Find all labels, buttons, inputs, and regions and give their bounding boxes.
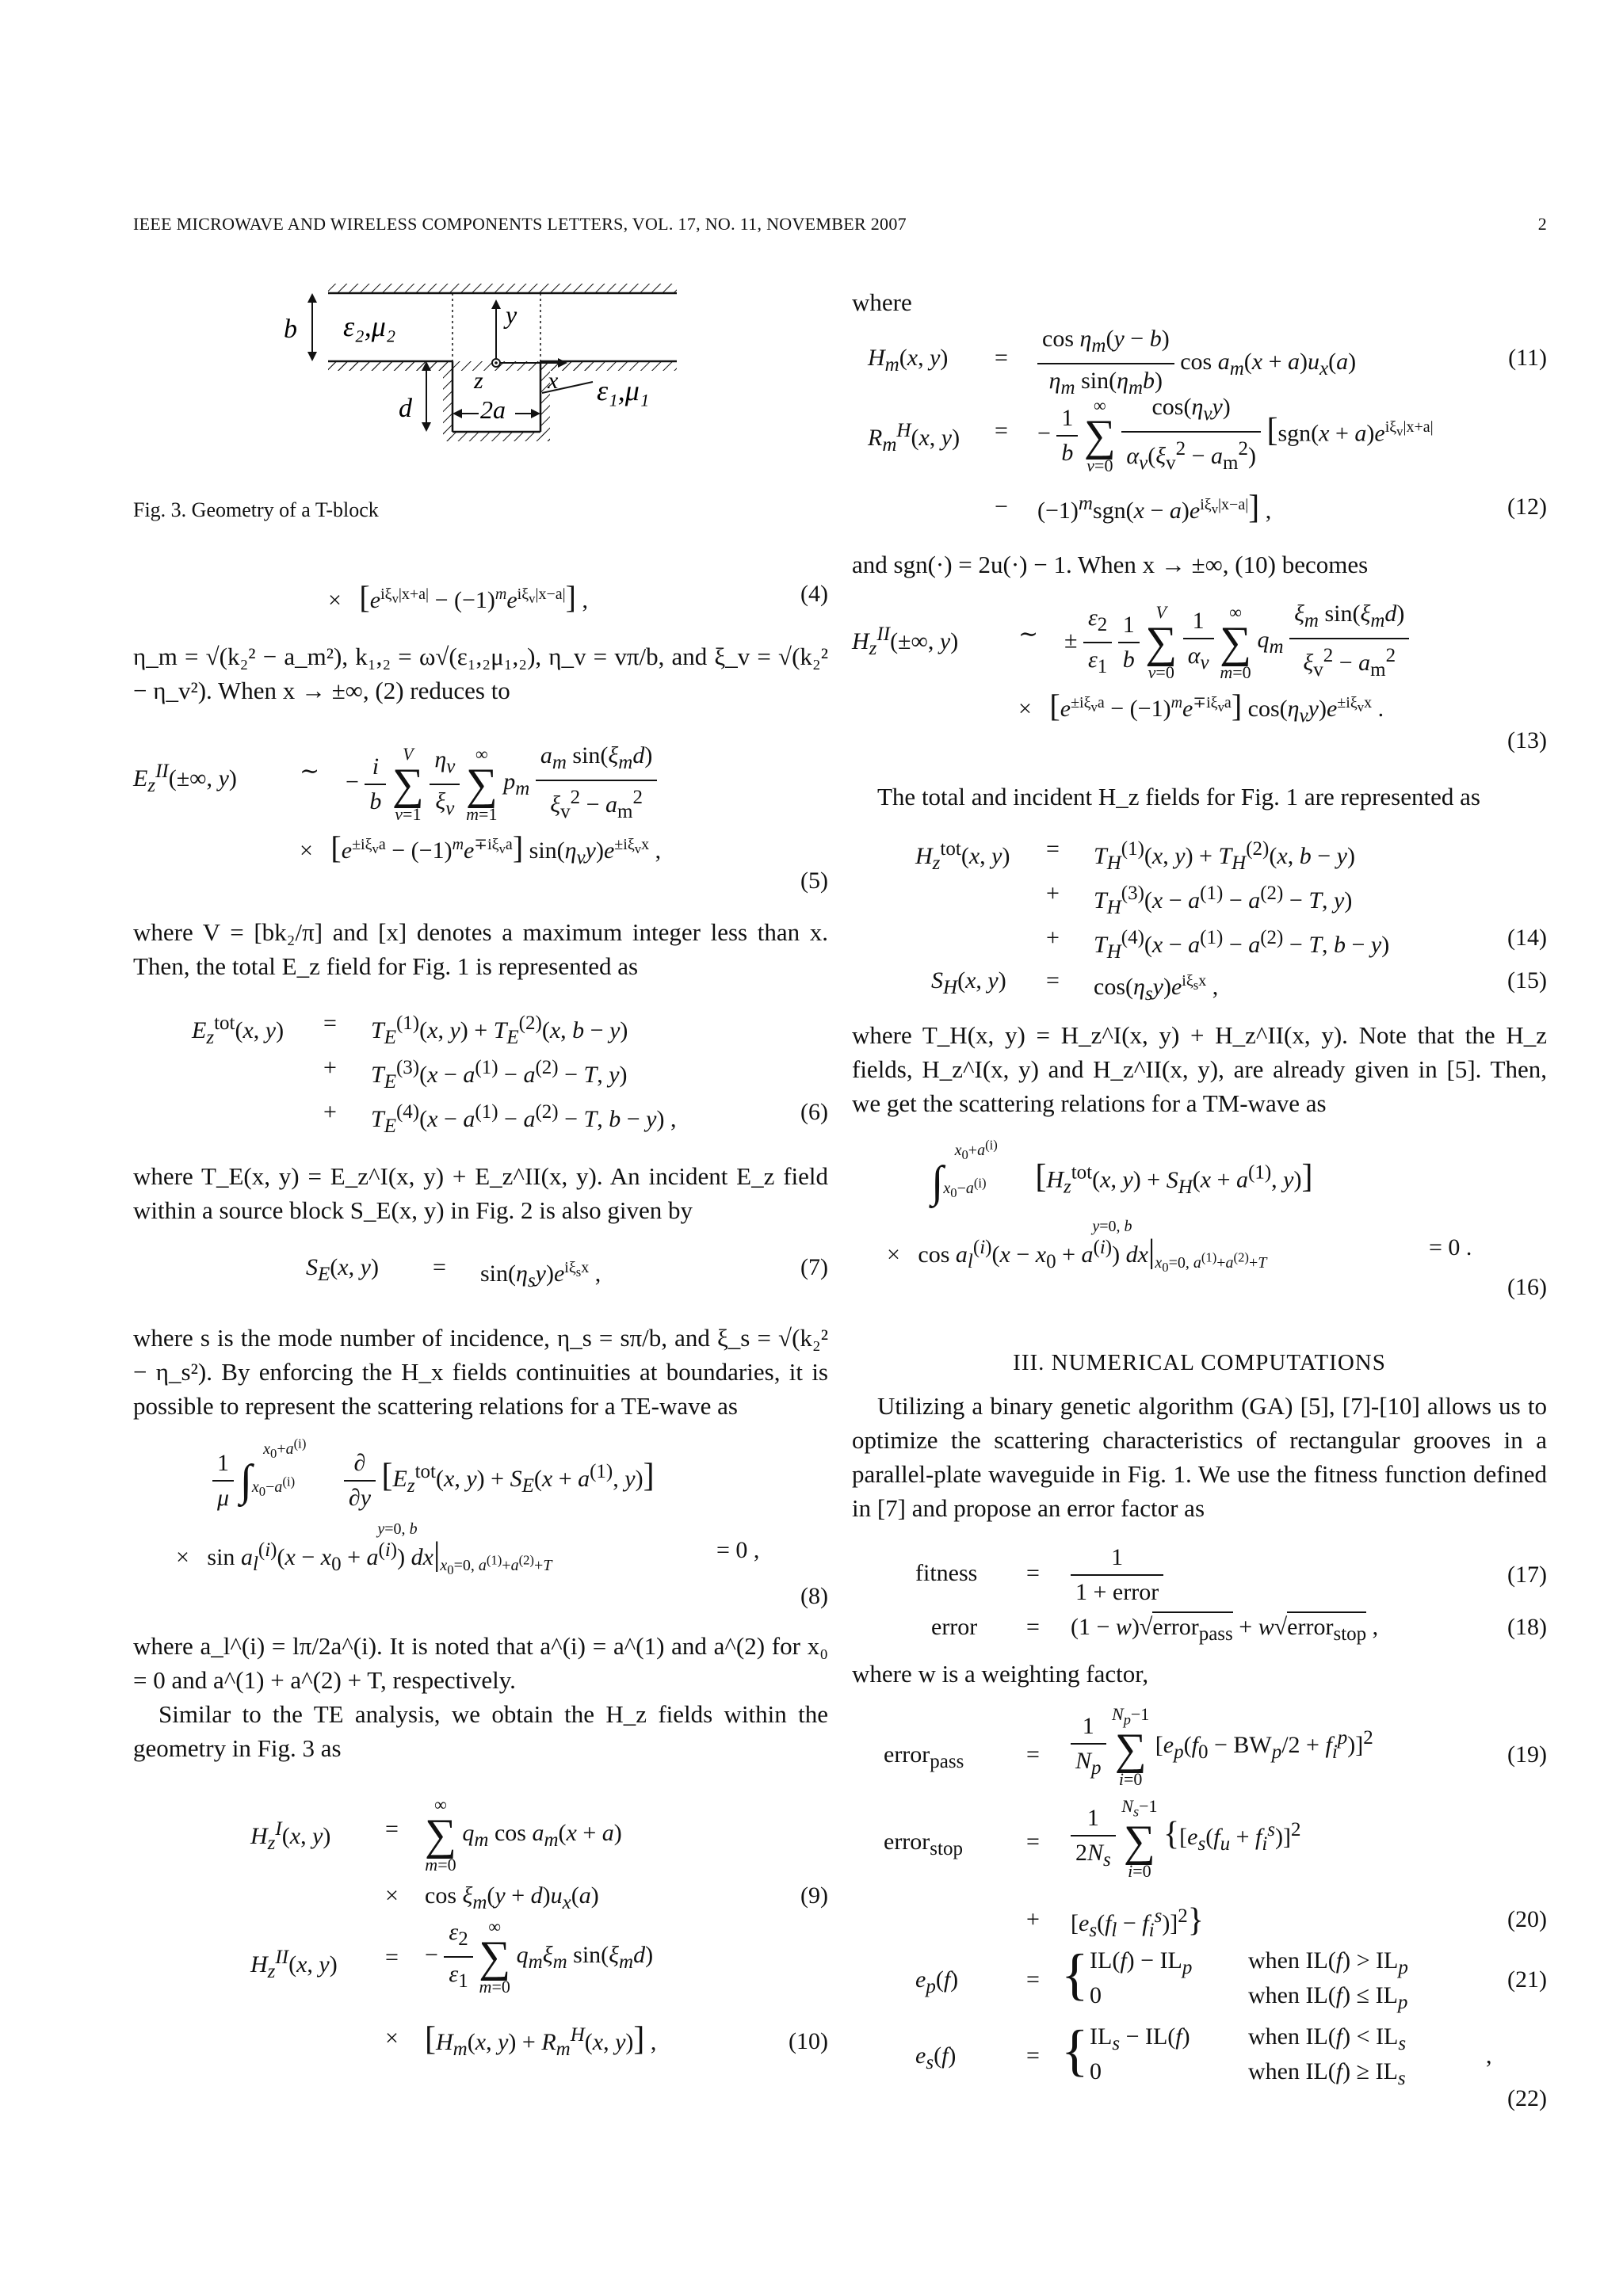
equation-14-15: $H_z^{tot}(x$, y) = $T_H^{(1)}(x$, $y) + T_H^{(2)}(x$, b − y) + $T_H^{(3)}(x - a^{(1)} - a^{(2)} - T$, y) + $T_H^{(4)}(x - a^{(1)} - a^{(2)} - T$, b − y) (14) $S_H(x$, y) = $\cos(\eta_sy)e^{i\xi_sx}$ , (15) <box>915 836 1547 1005</box>
eq-number-16: (16) <box>1507 1274 1547 1300</box>
label-y: y <box>506 300 517 329</box>
label-2a: 2a <box>480 395 506 424</box>
eq-number-9: (9) <box>800 1882 828 1909</box>
equation-16: $\int_{x_0-a^{(i)}}^{x_0+a^{(i)}}$ [$H_z^{tot}(x$, $y) + S_H(x + a^{(1)}$, y)] × $\cos a_l^{(i)}(x - x_0 + a^{(i)})$ $dx|_{x_0=0, a^{(1)}+a^{(2)}+T}^{y=0, b}$ = 0 . (16) <box>852 1144 1547 1302</box>
label-x: x <box>548 368 559 394</box>
label-b: b <box>284 315 297 344</box>
eq-number-8: (8) <box>800 1583 828 1609</box>
eq-number-5: (5) <box>800 868 828 894</box>
equation-9-10: $H_z^I(x$, y) = ∞ ∑ m=0 $q_m$ $\cos a_m(x + a)$ × $\cos \xi_m(y + d)u_x(a)$ (9) $H_z^{II}(x$, y) = − $\frac{\varepsilon_2}{\varepsilon_1}$ ∞ ∑ m=0 $q_m\xi_m$ $\sin(\xi_md)$ × [$H_m(x$, $y) + R_m^H(x$, y)] , (10) <box>250 1794 828 2060</box>
paragraph-sgn: and sgn(·) = 2u(·) − 1. When x → ±∞, (10) becomes <box>852 551 1369 578</box>
paragraph-total-incident-Hz: The total and incident H_z fields for Fig. 1 are represented as <box>877 783 1480 810</box>
paragraph-eta-definitions: η_m = √(k₂² − a_m²), k₁,₂ = ω√(ε₁,₂μ₁,₂), η_v = vπ/b, and ξ_v = √(k₂² − η_v²). When x → ±∞, (2) reduces to <box>133 643 828 704</box>
paragraph-where-V: where V = [bk₂/π] and [x] denotes a maximum integer less than x. Then, the total E_z field for Fig. 1 is represented as <box>133 918 828 980</box>
eq-number-10: (10) <box>789 2028 828 2054</box>
equation-13: $H_z^{II}(\pm\infty$, y) ∼ ± $\frac{\varepsilon_2}{\varepsilon_1}$ $\frac{1}{b}$ V ∑ v=0 $\frac{1}{\alpha_v}$ ∞ ∑ m=0 $q_m$ $\frac{\xi_m \sin(\xi_md)}{\xi_v^2 - a_m^2}$ × $[e^{\pm i\xi_va} - (-1)^me^{\mp i\xi_va}]$ $\cos(\eta_vy)e^{\pm i\xi_vx}$ . (13) <box>852 597 1547 764</box>
label-z: z <box>474 368 483 394</box>
eq-number-13: (13) <box>1507 727 1547 753</box>
eq-number-4: (4) <box>800 581 828 607</box>
equation-8: $\frac{1}{\mu}$ $\int_{x_0-a^{(i)}}^{x_0+a^{(i)}}$ $\frac{\partial}{\partial y}$ [$E_z^{tot}(x$, $y) + S_E(x + a^{(1)}$, y)] × $\sin a_l^{(i)}(x - x_0 + a^{(i)})$ $dx|_{x_0=0, a^{(1)}+a^{(2)}+T}^{y=0, b}$ = 0 , (8) <box>133 1447 828 1613</box>
equation-17-18: fitness = $\frac{1}{\text{1 + error}}$ (17) error = (1 − w)√error$_{pass}$ + w√error$_{stop}$ , (18) <box>852 1541 1547 1652</box>
text-where: where <box>852 288 912 316</box>
eq-number-20: (20) <box>1507 1906 1547 1932</box>
equation-5: $E_z^{II}(\pm\infty$, y) ∼ − $\frac{i}{b}$ V ∑ v=1 $\frac{\eta_v}{\xi_v}$ ∞ ∑ m=1 $p_m$ $\frac{a_m \sin(\xi_md)}{\xi_v^2 - a_m^2}$ × $[e^{\pm i\xi_va} - (-1)^me^{\mp i\xi_va}]$ $\sin(\eta_vy)e^{\pm i\xi_vx}$ , (5) <box>133 739 828 898</box>
paragraph-a-l: where a_l^(i) = lπ/2a^(i). It is noted that a^(i) = a^(1) and a^(2) for x₀ = 0 and a^(1) + a^(2) + T, respectively. <box>133 1632 828 1694</box>
right-column <box>852 261 1547 2119</box>
eq-number-7: (7) <box>800 1254 828 1280</box>
equation-19-22: error$_{pass}$ = $\frac{1}{N_p}$ $N_p-1$ ∑ i=0 $[e_p(f_0 - BW_p/2 + f_i^p)]^2$ (19) error$_{stop}$ = $\frac{1}{2N_s}$ $N_s-1$ ∑ i=0 {$[e_s(f_u + f_i^s)]^2$ + $[e_s(f_l - f_i^s)]^2$} (20) $e_p(f)$ = { $IL(f) - IL_p$ when $IL(f) > IL_p$ 0 when $IL(f) \le IL_p$ (21) $e_s(f)$ = { $IL_s - IL(f)$ when $IL(f) < IL_s$ 0 when $IL(f) \ge IL_s$ , (22) <box>852 1707 1547 2119</box>
paragraph-T-E: where T_E(x, y) = E_z^I(x, y) + E_z^II(x, y). An incident E_z field within a source block S_E(x, y) in Fig. 2 is also given by <box>133 1162 828 1224</box>
label-eps1-mu1: ε₁,μ₁ <box>597 375 650 406</box>
paragraph-similar-TE: Similar to the TE analysis, we obtain the H_z fields within the geometry in Fig. 3 as <box>133 1700 828 1762</box>
page-number: 2 <box>1537 214 1547 234</box>
eq-number-11: (11) <box>1508 345 1547 371</box>
paragraph-T-H: where T_H(x, y) = H_z^I(x, y) + H_z^II(x, y). Note that the H_z fields, H_z^I(x, y) and H_z^II(x, y), are already given in [5]. Then, we get the scattering relations for a TM-wave as <box>852 1021 1547 1117</box>
figure-caption: Fig. 3. Geometry of a T-block <box>133 498 379 521</box>
paragraph-mode-number: where s is the mode number of incidence, η_s = sπ/b, and ξ_s = √(k₂² − η_s²). By enforcing the H_x fields continuities at boundaries, it is possible to represent the scattering relations for a TE-wave as <box>133 1324 828 1420</box>
equation-11-12: $H_m(x$, y) = $\frac{\cos \eta_m(y - b)}{\eta_m \sin(\eta_mb)}$ $\cos a_m(x + a)u_x(a)$ (11) $R_m^H(x$, y) = − $\frac{1}{b}$ ∞ ∑ v=0 $\frac{\cos(\eta_vy)}{\alpha_v(\xi_v^2 - a_m^2)}$ [$sgn(x + a)e^{i\xi_v|x+a|}$ − $(-1)^msgn(x - a)e^{i\xi_v|x-a|}$] , (12) <box>852 322 1547 536</box>
paragraph-weighting: where w is a weighting factor, <box>852 1660 1149 1688</box>
running-header <box>133 214 1547 235</box>
eq-number-6: (6) <box>800 1099 828 1125</box>
equation-4: × $[e^{i\xi_v|x+a|} - (-1)^me^{i\xi_v|x-a|}]$ , (4) <box>328 579 828 615</box>
equation-6: $E_z^{tot}(x$, y) = $T_E^{(1)}(x$, $y) + T_E^{(2)}(x$, b − y) + $T_E^{(3)}(x - a^{(1)} - a^{(2)} - T$, y) + $T_E^{(4)}(x - a^{(1)} - a^{(2)} - T$, b − y) , (6) <box>192 1010 828 1137</box>
eq-number-17: (17) <box>1507 1562 1547 1588</box>
left-column <box>133 261 828 2074</box>
eq-number-14: (14) <box>1507 925 1547 951</box>
eq-number-18: (18) <box>1507 1614 1547 1640</box>
eq-number-21: (21) <box>1507 1966 1547 1993</box>
section-heading: III. NUMERICAL COMPUTATIONS <box>1013 1350 1386 1375</box>
eq-number-15: (15) <box>1507 967 1547 994</box>
journal-title: IEEE MICROWAVE AND WIRELESS COMPONENTS LETTERS, VOL. 17, NO. 11, NOVEMBER 2007 <box>133 214 907 234</box>
label-eps2-mu2: ε₂,μ₂ <box>343 311 396 342</box>
paragraph-ga: Utilizing a binary genetic algorithm (GA) [5], [7]-[10] allows us to optimize the scattering characteristics of rectangular grooves in a parallel-plate waveguide in Fig. 1. We use the fitness function defined in [7] and propose an error factor as <box>852 1392 1547 1522</box>
eq-number-22: (22) <box>1507 2085 1547 2111</box>
equation-7: $S_E(x$, y) = $\sin(\eta_sy)e^{i\xi_sx}$ , (7) <box>133 1251 828 1299</box>
eq-number-12: (12) <box>1507 494 1547 520</box>
label-d: d <box>399 394 412 423</box>
eq-number-19: (19) <box>1507 1741 1547 1768</box>
t-block-geometry-figure <box>133 261 828 483</box>
